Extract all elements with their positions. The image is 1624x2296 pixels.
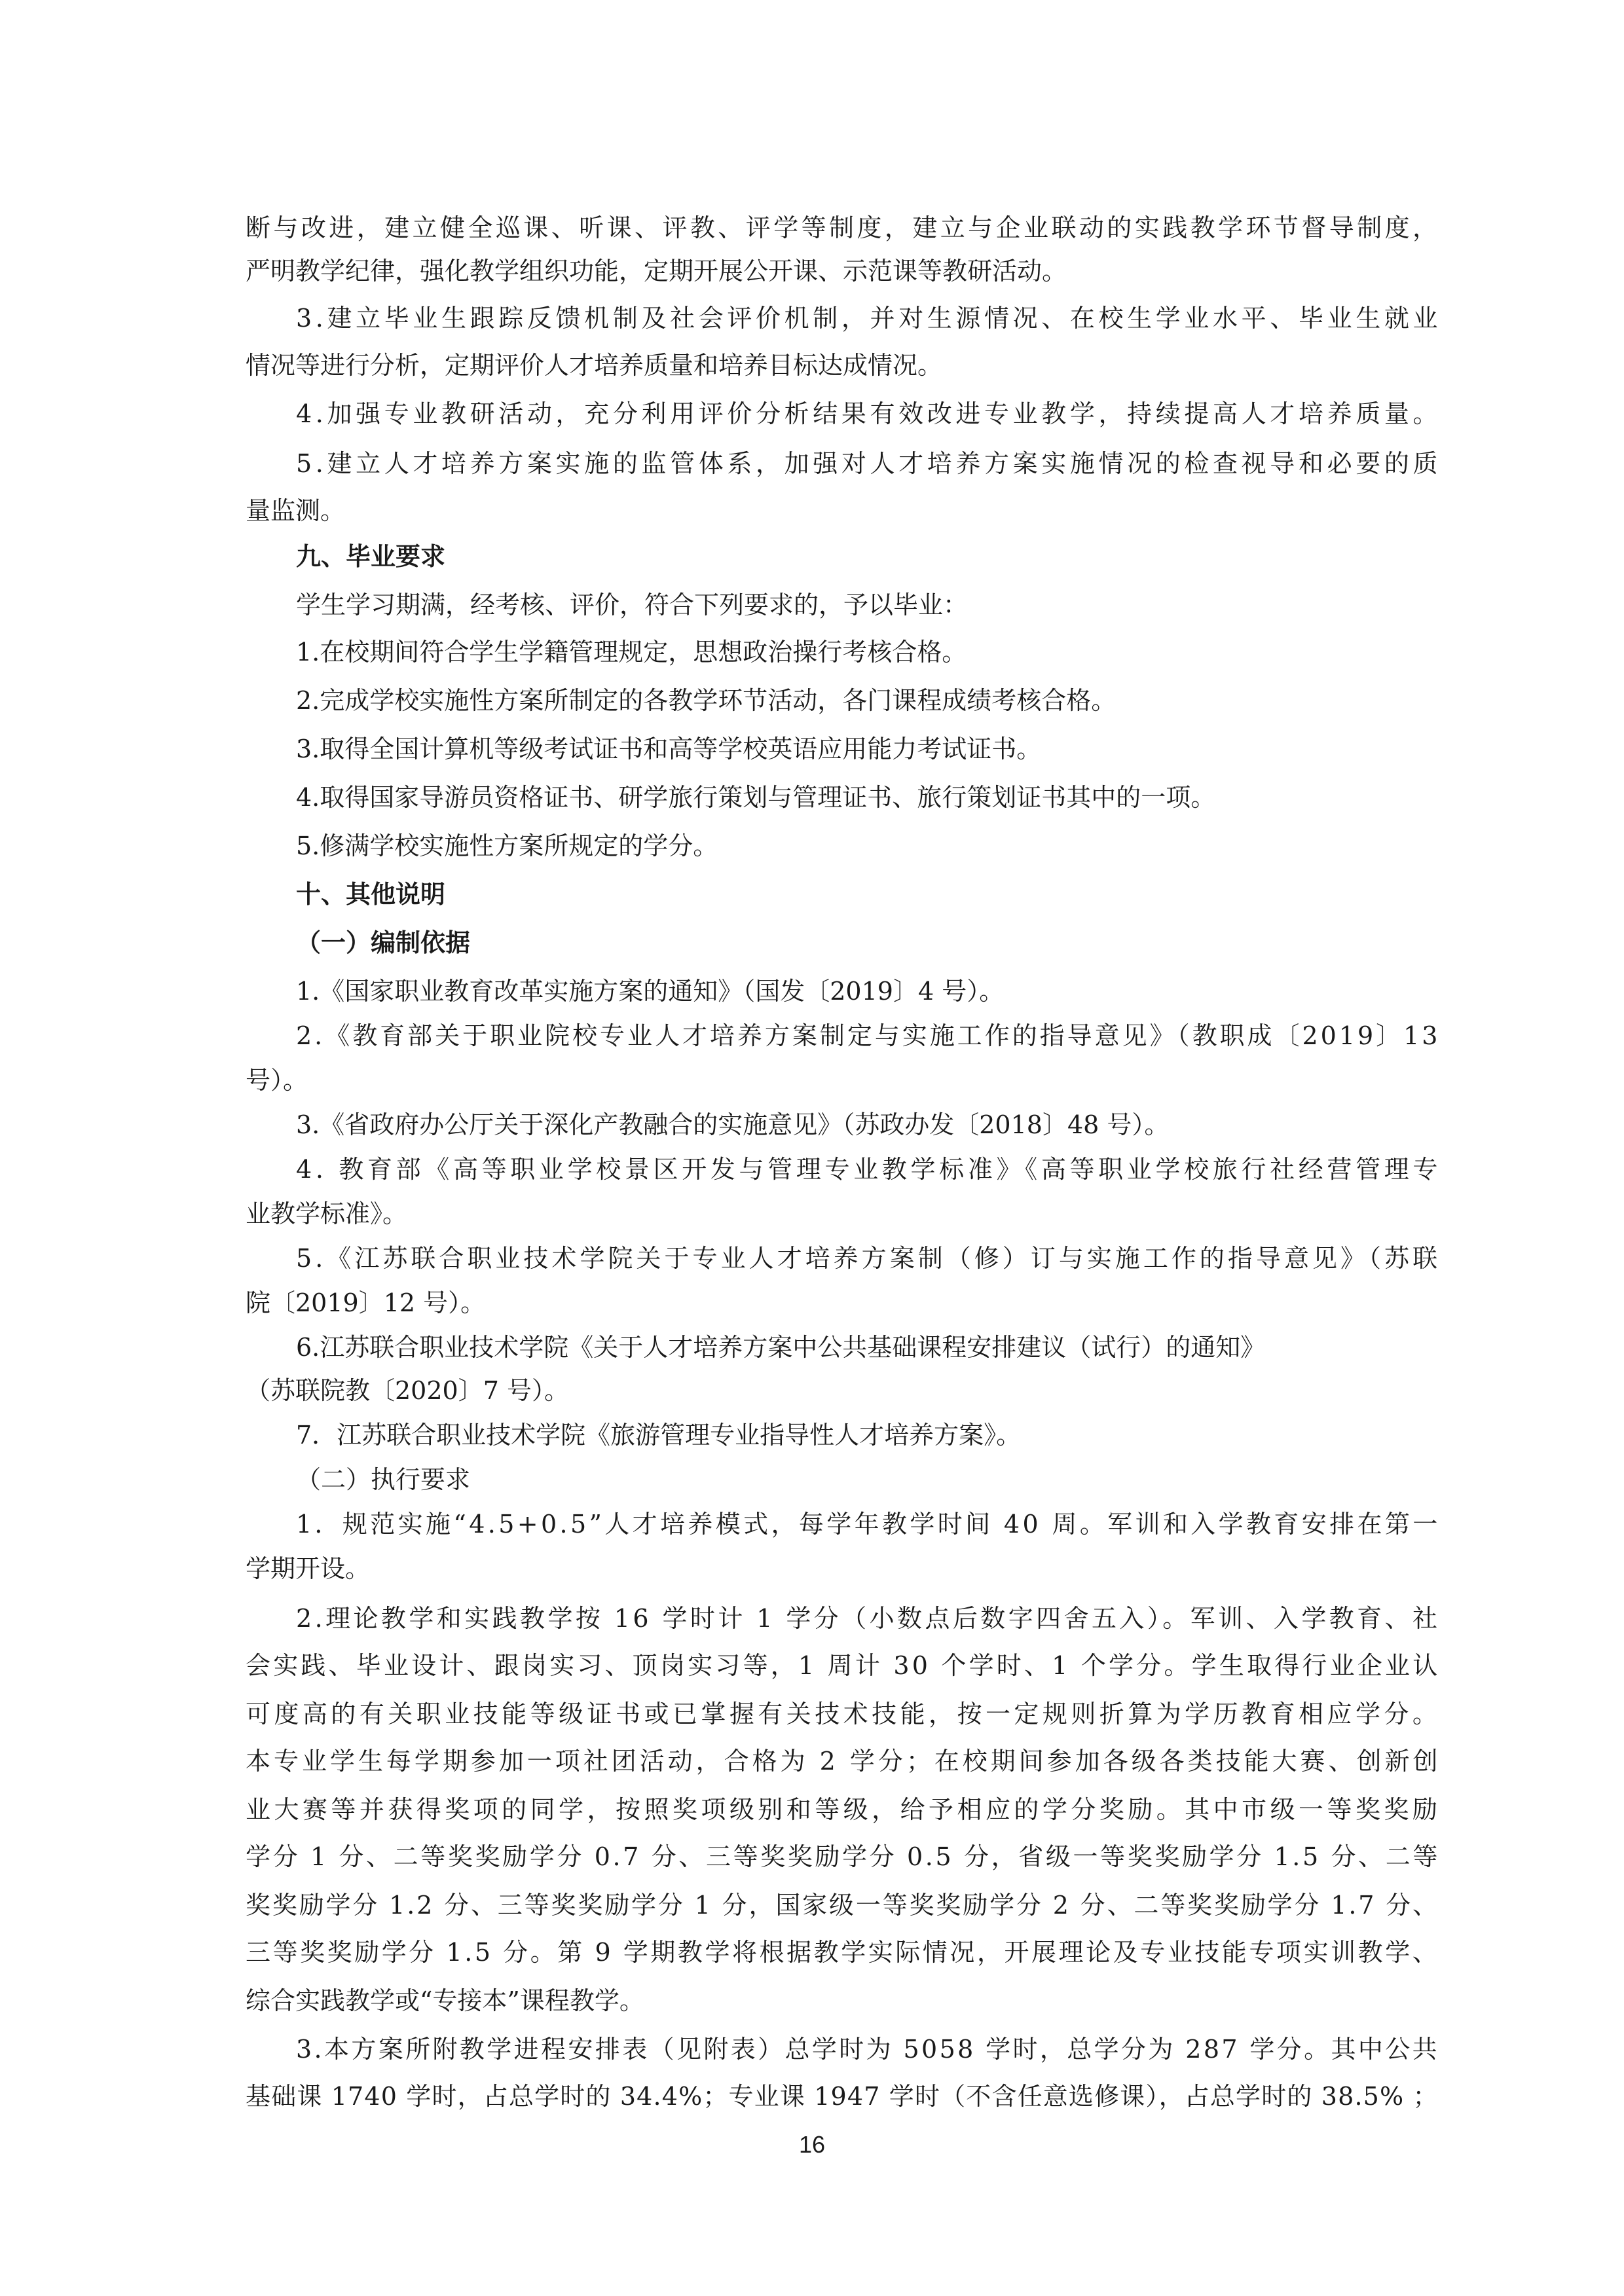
paragraph-line: 3.取得全国计算机等级考试证书和高等学校英语应用能力考试证书。 [296,735,1042,763]
paragraph-line: 会实践、毕业设计、跟岗实习、顶岗实习等，1 周计 30 个学时、1 个学分。学生取得行业企业认 [246,1651,1441,1680]
paragraph-line: 奖奖励学分 1.2 分、三等奖奖励学分 1 分，国家级一等奖奖励学分 2 分、二等奖奖励学分 1.7 分、 [246,1891,1439,1920]
paragraph-line: 院〔2019〕12 号）。 [246,1288,486,1317]
paragraph-line: 业大赛等并获得奖项的同学，按照奖项级别和等级，给予相应的学分奖励。其中市级一等奖奖励 [246,1795,1441,1824]
paragraph-line: 学生学习期满，经考核、评价，符合下列要求的，予以毕业： [296,591,969,619]
paragraph-line: 2.完成学校实施性方案所制定的各教学环节活动，各门课程成绩考核合格。 [296,686,1116,715]
paragraph-line: 综合实践教学或“专接本”课程教学。 [246,1986,644,2015]
paragraph-line: 5.修满学校实施性方案所规定的学分。 [296,831,718,860]
paragraph-line: 3.本方案所附教学进程安排表（见附表）总学时为 5058 学时，总学分为 287 学分。其中公共 [296,2035,1440,2064]
paragraph-line: 3.《省政府办公厅关于深化产教融合的实施意见》（苏政办发〔2018〕48 号）。 [296,1110,1170,1139]
paragraph-line: 情况等进行分析，定期评价人才培养质量和培养目标达成情况。 [246,351,943,380]
paragraph-line: 量监测。 [246,496,346,525]
paragraph-line: 6.江苏联合职业技术学院《关于人才培养方案中公共基础课程安排建议（试行）的通知》 [296,1333,1266,1362]
subsection-heading: （二）执行要求 [296,1465,471,1494]
paragraph-line: 1.《国家职业教育改革实施方案的通知》（国发〔2019〕4 号）。 [296,977,1005,1006]
paragraph-line: 2.理论教学和实践教学按 16 学时计 1 学分（小数点后数字四舍五入）。军训、入学教育、社 [296,1604,1441,1633]
paragraph-line: 2.《教育部关于职业院校专业人才培养方案制定与实施工作的指导意见》（教职成〔2019〕13 [296,1021,1441,1050]
paragraph-line: 本专业学生每学期参加一项社团活动，合格为 2 学分；在校期间参加各级各类技能大赛、创新创 [246,1747,1441,1776]
paragraph-line: 基础课 1740 学时，占总学时的 34.4%；专业课 1947 学时（不含任意选修课），占总学时的 38.5% ； [246,2082,1439,2111]
paragraph-line: 1．规范实施“4.5+0.5”人才培养模式，每学年教学时间 40 周。军训和入学教育安排在第一 [296,1510,1441,1539]
paragraph-line: 4.取得国家导游员资格证书、研学旅行策划与管理证书、旅行策划证书其中的一项。 [296,783,1216,812]
paragraph-line: 学分 1 分、二等奖奖励学分 0.7 分、三等奖奖励学分 0.5 分，省级一等奖奖励学分 1.5 分、二等 [246,1842,1440,1871]
section-heading: 九、毕业要求 [296,542,446,571]
paragraph-line: 1.在校期间符合学生学籍管理规定，思想政治操行考核合格。 [296,638,967,666]
subsection-heading: （一）编制依据 [296,928,471,957]
paragraph-line: 号）。 [246,1066,308,1095]
paragraph-line: 学期开设。 [246,1554,371,1583]
paragraph-line: 三等奖奖励学分 1.5 分。第 9 学期教学将根据教学实际情况，开展理论及专业技能专项实训教学、 [246,1938,1440,1967]
paragraph-line: （苏联院教〔2020〕7 号）。 [246,1376,569,1405]
section-heading: 十、其他说明 [296,880,446,909]
paragraph-line: 严明教学纪律，强化教学组织功能，定期开展公开课、示范课等教研活动。 [246,257,1067,285]
paragraph-line: 5.建立人才培养方案实施的监管体系，加强对人才培养方案实施情况的检查视导和必要的质 [296,449,1442,478]
paragraph-line: 4.加强专业教研活动，充分利用评价分析结果有效改进专业教学，持续提高人才培养质量。 [296,399,1442,428]
paragraph-line: 可度高的有关职业技能等级证书或已掌握有关技术技能，按一定规则折算为学历教育相应学分。 [246,1700,1441,1728]
page-number: 16 [798,2131,826,2158]
paragraph-line: 7．江苏联合职业技术学院《旅游管理专业指导性人才培养方案》。 [296,1421,1022,1449]
paragraph-line: 4. 教育部《高等职业学校景区开发与管理专业教学标准》《高等职业学校旅行社经营管理专 [296,1155,1442,1184]
paragraph-line: 断与改进，建立健全巡课、听课、评教、评学等制度，建立与企业联动的实践教学环节督导制度， [246,213,1441,242]
paragraph-line: 业教学标准》。 [246,1199,408,1228]
paragraph-line: 3.建立毕业生跟踪反馈机制及社会评价机制，并对生源情况、在校生学业水平、毕业生就业 [296,304,1442,333]
paragraph-line: 5.《江苏联合职业技术学院关于专业人才培养方案制（修）订与实施工作的指导意见》（苏联 [296,1244,1441,1273]
